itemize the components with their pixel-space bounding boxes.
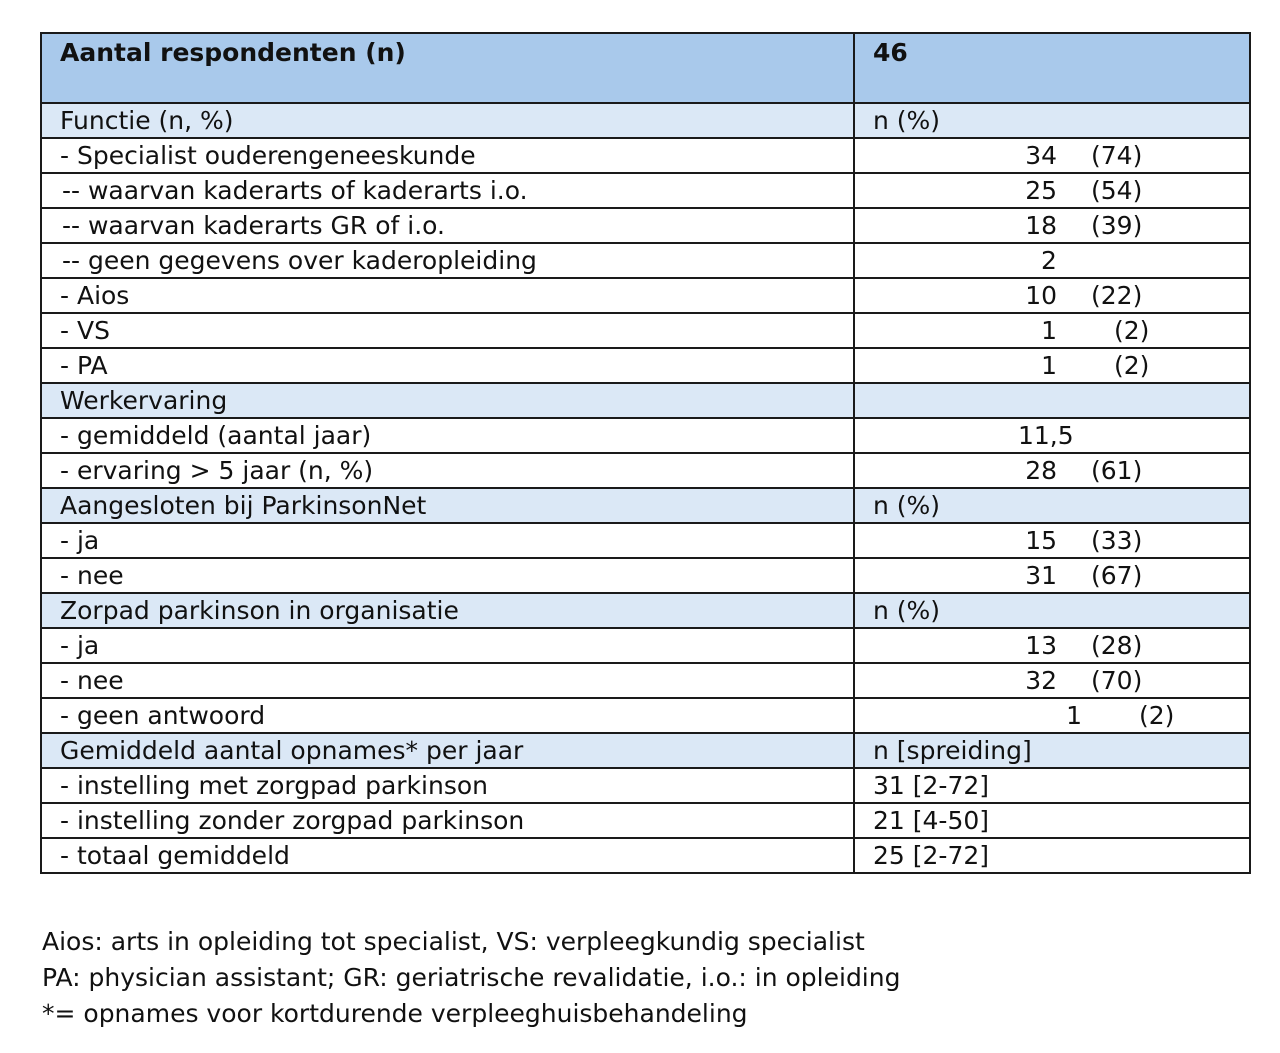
row-pct: (2)	[1139, 701, 1175, 730]
row-value	[854, 523, 1250, 558]
row-pct: (28)	[1091, 631, 1143, 660]
table-row	[41, 313, 1250, 348]
row-n: 25	[1025, 176, 1057, 205]
table-row	[41, 628, 1250, 663]
row-pct: (67)	[1091, 561, 1143, 590]
table-row	[41, 348, 1250, 383]
table-row	[41, 418, 1250, 453]
footnote: *= opnames voor kortdurende verpleeghuisbehandeling	[42, 999, 748, 1028]
row-n: 18	[1025, 211, 1057, 240]
section-label: Zorpad parkinson in organisatie	[41, 593, 854, 628]
row-value	[854, 243, 1250, 278]
table-row	[41, 243, 1250, 278]
row-pct: (54)	[1091, 176, 1143, 205]
row-n: 31	[1025, 561, 1057, 590]
table-row	[41, 663, 1250, 698]
row-label: -- waarvan kaderarts of kaderarts i.o.	[41, 173, 854, 208]
respondent-characteristics-table	[40, 32, 1251, 874]
table-footnotes	[42, 924, 900, 1032]
footnote: PA: physician assistant; GR: geriatrische revalidatie, i.o.: in opleiding	[42, 963, 901, 992]
section-value: n (%)	[854, 103, 1250, 138]
row-n: 34	[1025, 141, 1057, 170]
row-n: 28	[1025, 456, 1057, 485]
row-pct: (2)	[1114, 351, 1150, 380]
section-label: Aangesloten bij ParkinsonNet	[41, 488, 854, 523]
section-row	[41, 103, 1250, 138]
row-n: 1	[1041, 316, 1057, 345]
row-n: 10	[1025, 281, 1057, 310]
section-row	[41, 733, 1250, 768]
row-value	[854, 453, 1250, 488]
row-pct: (22)	[1091, 281, 1143, 310]
row-label: -- geen gegevens over kaderopleiding	[41, 243, 854, 278]
section-value	[854, 383, 1250, 418]
section-label: Gemiddeld aantal opnames* per jaar	[41, 733, 854, 768]
section-row	[41, 593, 1250, 628]
row-value: 21 [4-50]	[854, 803, 1250, 838]
header-label: Aantal respondenten (n)	[41, 33, 854, 103]
section-value: n (%)	[854, 488, 1250, 523]
footnote: Aios: arts in opleiding tot specialist, VS: verpleegkundig specialist	[42, 927, 865, 956]
row-value	[854, 313, 1250, 348]
row-value: 31 [2-72]	[854, 768, 1250, 803]
row-pct: (33)	[1091, 526, 1143, 555]
section-value: n [spreiding]	[854, 733, 1250, 768]
row-label: - ja	[41, 523, 854, 558]
table-header-row	[41, 33, 1250, 103]
row-value	[854, 628, 1250, 663]
row-n: 2	[1041, 246, 1057, 275]
row-value	[854, 208, 1250, 243]
row-label: - ervaring > 5 jaar (n, %)	[41, 453, 854, 488]
table-row	[41, 838, 1250, 873]
row-value	[854, 348, 1250, 383]
row-label: - Aios	[41, 278, 854, 313]
row-value	[854, 663, 1250, 698]
row-label: - instelling met zorgpad parkinson	[41, 768, 854, 803]
row-value	[854, 558, 1250, 593]
row-label: - PA	[41, 348, 854, 383]
table-row	[41, 173, 1250, 208]
table-row	[41, 208, 1250, 243]
row-value	[854, 278, 1250, 313]
row-label: - nee	[41, 558, 854, 593]
section-value: n (%)	[854, 593, 1250, 628]
row-label: - VS	[41, 313, 854, 348]
row-label: - ja	[41, 628, 854, 663]
row-label: - instelling zonder zorgpad parkinson	[41, 803, 854, 838]
section-row	[41, 383, 1250, 418]
row-label: - gemiddeld (aantal jaar)	[41, 418, 854, 453]
row-pct: (61)	[1091, 456, 1143, 485]
table-row	[41, 453, 1250, 488]
table-row	[41, 558, 1250, 593]
row-pct: (74)	[1091, 141, 1143, 170]
row-label: - totaal gemiddeld	[41, 838, 854, 873]
table-row	[41, 278, 1250, 313]
table-row	[41, 138, 1250, 173]
table-row	[41, 523, 1250, 558]
header-value: 46	[854, 33, 1250, 103]
row-value: 25 [2-72]	[854, 838, 1250, 873]
row-value	[854, 173, 1250, 208]
row-value	[854, 418, 1250, 453]
row-n: 11,5	[1018, 421, 1074, 450]
row-n: 1	[1066, 701, 1082, 730]
row-pct: (2)	[1114, 316, 1150, 345]
row-n: 1	[1041, 351, 1057, 380]
row-label: - Specialist ouderengeneeskunde	[41, 138, 854, 173]
row-pct: (70)	[1091, 666, 1143, 695]
row-label: - geen antwoord	[41, 698, 854, 733]
row-n: 15	[1025, 526, 1057, 555]
row-value	[854, 698, 1250, 733]
row-label: - nee	[41, 663, 854, 698]
section-label: Functie (n, %)	[41, 103, 854, 138]
row-n: 13	[1025, 631, 1057, 660]
table-row	[41, 803, 1250, 838]
row-pct: (39)	[1091, 211, 1143, 240]
row-label: -- waarvan kaderarts GR of i.o.	[41, 208, 854, 243]
section-label: Werkervaring	[41, 383, 854, 418]
table-row	[41, 768, 1250, 803]
section-row	[41, 488, 1250, 523]
table-row	[41, 698, 1250, 733]
row-n: 32	[1025, 666, 1057, 695]
row-value	[854, 138, 1250, 173]
